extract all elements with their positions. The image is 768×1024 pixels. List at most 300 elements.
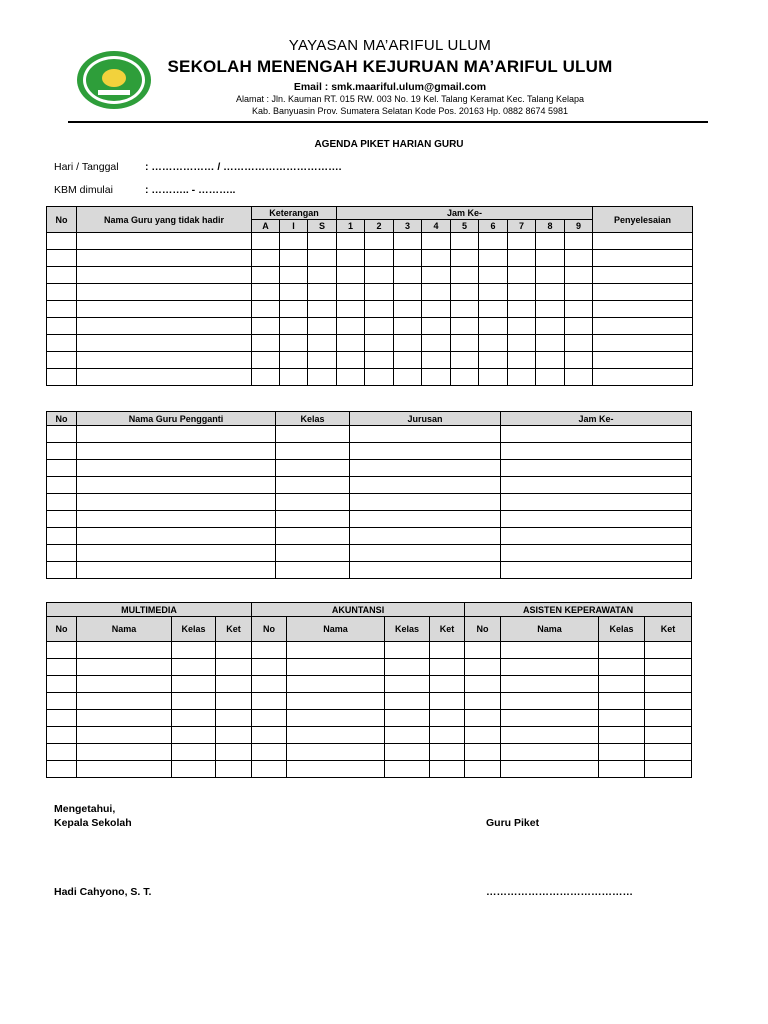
table-cell	[422, 369, 451, 386]
table-cell	[77, 318, 252, 335]
table-cell	[350, 443, 501, 460]
table-cell	[508, 369, 536, 386]
table-cell	[565, 233, 593, 250]
table-cell	[287, 659, 385, 676]
table-cell	[385, 727, 430, 744]
table-cell	[47, 426, 77, 443]
col-jam-5: 5	[451, 220, 479, 233]
table-cell	[394, 233, 422, 250]
table-cell	[47, 233, 77, 250]
table-cell	[216, 727, 252, 744]
table-cell	[422, 301, 451, 318]
table-row	[47, 335, 693, 352]
table-cell	[501, 545, 692, 562]
table-cell	[216, 693, 252, 710]
col-jam-8: 8	[536, 220, 565, 233]
absent-teachers-table	[46, 206, 693, 386]
table-cell	[47, 352, 77, 369]
table-cell	[172, 761, 216, 778]
duty-teacher-signature-line: ……………………………………	[486, 886, 633, 898]
table-row	[47, 511, 692, 528]
table-cell	[280, 335, 308, 352]
table-cell	[77, 477, 276, 494]
table-cell	[565, 267, 593, 284]
table-cell	[276, 545, 350, 562]
table-cell	[479, 369, 508, 386]
table-cell	[465, 761, 501, 778]
table-cell	[645, 727, 692, 744]
table-cell	[451, 250, 479, 267]
table-cell	[337, 352, 365, 369]
table-cell	[337, 335, 365, 352]
table-cell	[252, 369, 280, 386]
table-cell	[77, 494, 276, 511]
table-cell	[280, 352, 308, 369]
table-cell	[365, 267, 394, 284]
table-cell	[365, 318, 394, 335]
table-cell	[172, 676, 216, 693]
table-cell	[47, 528, 77, 545]
table-row	[47, 460, 692, 477]
table-cell	[47, 562, 77, 579]
table-cell	[216, 761, 252, 778]
table-cell	[599, 727, 645, 744]
table-cell	[350, 528, 501, 545]
table-cell	[394, 267, 422, 284]
table-cell	[599, 659, 645, 676]
dept-akuntansi: AKUNTANSI	[252, 603, 465, 617]
table-cell	[365, 233, 394, 250]
table-row	[47, 352, 693, 369]
table-row	[47, 284, 693, 301]
table-cell	[593, 284, 693, 301]
table-cell	[394, 369, 422, 386]
table-cell	[508, 352, 536, 369]
col-jam-6: 6	[479, 220, 508, 233]
principal-title: Kepala Sekolah	[54, 817, 132, 829]
table-cell	[451, 284, 479, 301]
table-cell	[280, 267, 308, 284]
table-cell	[308, 301, 337, 318]
table-cell	[77, 369, 252, 386]
table-cell	[501, 426, 692, 443]
substitute-table-body	[47, 426, 692, 579]
table-cell	[276, 443, 350, 460]
table-cell	[252, 659, 287, 676]
table-cell	[365, 335, 394, 352]
table-cell	[276, 426, 350, 443]
table-cell	[599, 676, 645, 693]
table-cell	[501, 528, 692, 545]
table-cell	[536, 335, 565, 352]
col-absent-name: Nama Guru yang tidak hadir	[77, 207, 252, 233]
table-cell	[47, 267, 77, 284]
table-cell	[47, 477, 77, 494]
table-cell	[479, 233, 508, 250]
table-cell	[465, 710, 501, 727]
table-cell	[77, 426, 276, 443]
table-cell	[77, 642, 172, 659]
table-row	[47, 233, 693, 250]
table-cell	[394, 301, 422, 318]
table-cell	[308, 284, 337, 301]
table-cell	[77, 284, 252, 301]
table-cell	[47, 744, 77, 761]
table-cell	[252, 267, 280, 284]
table-row	[47, 744, 692, 761]
table-cell	[508, 250, 536, 267]
table-cell	[276, 511, 350, 528]
table-cell	[599, 693, 645, 710]
table-cell	[501, 693, 599, 710]
col-no: No	[47, 412, 77, 426]
table-cell	[385, 676, 430, 693]
table-cell	[47, 676, 77, 693]
table-cell	[565, 352, 593, 369]
table-cell	[394, 318, 422, 335]
table-cell	[287, 727, 385, 744]
table-cell	[47, 284, 77, 301]
table-cell	[385, 642, 430, 659]
table-row	[47, 676, 692, 693]
date-label: Hari / Tanggal	[54, 161, 119, 173]
table-cell	[430, 659, 465, 676]
table-cell	[280, 233, 308, 250]
table-cell	[593, 250, 693, 267]
table-cell	[252, 676, 287, 693]
table-cell	[337, 267, 365, 284]
table-cell	[430, 676, 465, 693]
table-row	[47, 545, 692, 562]
table-cell	[565, 318, 593, 335]
table-cell	[536, 233, 565, 250]
table-cell	[365, 284, 394, 301]
table-cell	[451, 267, 479, 284]
col-ket: Ket	[645, 617, 692, 642]
col-kelas: Kelas	[385, 617, 430, 642]
table-cell	[479, 267, 508, 284]
table-row	[47, 318, 693, 335]
table-cell	[451, 335, 479, 352]
table-cell	[501, 727, 599, 744]
table-cell	[422, 335, 451, 352]
table-row	[47, 426, 692, 443]
table-cell	[47, 642, 77, 659]
col-no: No	[252, 617, 287, 642]
table-cell	[337, 318, 365, 335]
table-cell	[276, 477, 350, 494]
table-cell	[599, 744, 645, 761]
date-value: : ……………… / …………………………….	[145, 161, 342, 173]
table-cell	[422, 284, 451, 301]
header-divider	[68, 121, 708, 123]
table-cell	[422, 267, 451, 284]
table-cell	[47, 693, 77, 710]
table-cell	[508, 301, 536, 318]
table-cell	[47, 511, 77, 528]
table-cell	[501, 460, 692, 477]
table-cell	[172, 693, 216, 710]
table-cell	[508, 318, 536, 335]
document-title: AGENDA PIKET HARIAN GURU	[314, 139, 464, 150]
table-cell	[536, 369, 565, 386]
col-substitute-name: Nama Guru Pengganti	[77, 412, 276, 426]
table-cell	[252, 250, 280, 267]
table-cell	[77, 744, 172, 761]
table-cell	[501, 744, 599, 761]
table-cell	[394, 250, 422, 267]
table-row	[47, 301, 693, 318]
table-cell	[451, 301, 479, 318]
table-cell	[350, 477, 501, 494]
table-cell	[645, 744, 692, 761]
table-cell	[252, 318, 280, 335]
table-cell	[422, 352, 451, 369]
school-email: Email : smk.maariful.ulum@gmail.com	[293, 81, 487, 93]
table-cell	[501, 659, 599, 676]
table-row	[47, 369, 693, 386]
absent-table-body	[47, 233, 693, 386]
school-address-line1: Alamat : Jln. Kauman RT. 015 RW. 003 No. 19 Kel. Talang Keramat Kec. Talang Kelapa	[235, 94, 585, 104]
table-cell	[465, 693, 501, 710]
table-cell	[501, 477, 692, 494]
table-cell	[501, 494, 692, 511]
table-cell	[645, 693, 692, 710]
table-row	[47, 727, 692, 744]
table-cell	[276, 494, 350, 511]
table-cell	[465, 744, 501, 761]
col-ket: Ket	[216, 617, 252, 642]
table-cell	[337, 250, 365, 267]
table-cell	[385, 693, 430, 710]
table-cell	[508, 233, 536, 250]
table-cell	[501, 562, 692, 579]
col-kelas: Kelas	[172, 617, 216, 642]
table-cell	[465, 642, 501, 659]
table-cell	[365, 250, 394, 267]
table-row	[47, 562, 692, 579]
table-cell	[337, 301, 365, 318]
table-cell	[385, 659, 430, 676]
table-cell	[252, 642, 287, 659]
table-row	[47, 761, 692, 778]
table-cell	[350, 460, 501, 477]
kbm-label: KBM dimulai	[54, 184, 113, 196]
table-cell	[593, 369, 693, 386]
table-cell	[47, 460, 77, 477]
table-cell	[47, 710, 77, 727]
table-cell	[216, 744, 252, 761]
table-cell	[337, 284, 365, 301]
col-jurusan: Jurusan	[350, 412, 501, 426]
table-row	[47, 693, 692, 710]
table-cell	[593, 352, 693, 369]
table-cell	[593, 267, 693, 284]
table-cell	[77, 545, 276, 562]
table-cell	[172, 642, 216, 659]
table-cell	[422, 318, 451, 335]
table-row	[47, 443, 692, 460]
table-cell	[430, 710, 465, 727]
col-ket: Ket	[430, 617, 465, 642]
table-cell	[77, 335, 252, 352]
dept-asisten-keperawatan: ASISTEN KEPERAWATAN	[465, 603, 692, 617]
duty-teacher-title: Guru Piket	[486, 817, 540, 829]
table-cell	[252, 761, 287, 778]
col-jam-ke: Jam Ke-	[337, 207, 593, 220]
table-cell	[501, 443, 692, 460]
table-cell	[172, 744, 216, 761]
table-cell	[276, 528, 350, 545]
table-cell	[280, 284, 308, 301]
table-cell	[47, 761, 77, 778]
table-cell	[385, 710, 430, 727]
foundation-name: YAYASAN MA’ARIFUL ULUM	[288, 37, 492, 54]
table-cell	[565, 284, 593, 301]
table-cell	[508, 335, 536, 352]
col-nama: Nama	[287, 617, 385, 642]
table-cell	[216, 710, 252, 727]
table-cell	[599, 710, 645, 727]
table-cell	[365, 352, 394, 369]
col-jam-1: 1	[337, 220, 365, 233]
table-row	[47, 710, 692, 727]
table-cell	[465, 727, 501, 744]
table-cell	[422, 250, 451, 267]
table-cell	[479, 250, 508, 267]
school-name: SEKOLAH MENENGAH KEJURUAN MA’ARIFUL ULUM	[167, 57, 613, 76]
table-cell	[465, 659, 501, 676]
table-cell	[47, 301, 77, 318]
table-cell	[77, 710, 172, 727]
col-jam-7: 7	[508, 220, 536, 233]
table-cell	[593, 318, 693, 335]
table-cell	[77, 250, 252, 267]
table-cell	[287, 676, 385, 693]
table-cell	[508, 267, 536, 284]
table-cell	[77, 761, 172, 778]
table-cell	[47, 659, 77, 676]
table-cell	[451, 369, 479, 386]
substitute-teachers-table	[46, 411, 692, 579]
table-cell	[508, 284, 536, 301]
table-row	[47, 642, 692, 659]
table-row	[47, 250, 693, 267]
col-kelas: Kelas	[599, 617, 645, 642]
table-cell	[365, 301, 394, 318]
table-cell	[536, 284, 565, 301]
department-table	[46, 602, 692, 778]
table-cell	[385, 744, 430, 761]
table-cell	[47, 727, 77, 744]
table-cell	[451, 318, 479, 335]
table-cell	[430, 693, 465, 710]
col-jam-2: 2	[365, 220, 394, 233]
col-nama: Nama	[501, 617, 599, 642]
table-cell	[47, 250, 77, 267]
table-cell	[536, 301, 565, 318]
table-row	[47, 267, 693, 284]
table-cell	[280, 301, 308, 318]
table-cell	[77, 528, 276, 545]
table-cell	[645, 659, 692, 676]
table-cell	[479, 301, 508, 318]
table-cell	[501, 710, 599, 727]
table-cell	[501, 761, 599, 778]
table-row	[47, 494, 692, 511]
table-cell	[430, 761, 465, 778]
col-nama: Nama	[77, 617, 172, 642]
table-cell	[565, 335, 593, 352]
table-cell	[77, 301, 252, 318]
table-cell	[394, 284, 422, 301]
col-jam-9: 9	[565, 220, 593, 233]
table-cell	[536, 318, 565, 335]
table-cell	[350, 511, 501, 528]
table-cell	[593, 301, 693, 318]
table-cell	[430, 744, 465, 761]
table-cell	[276, 562, 350, 579]
table-cell	[77, 233, 252, 250]
table-cell	[501, 676, 599, 693]
table-cell	[287, 761, 385, 778]
table-cell	[280, 369, 308, 386]
col-a: A	[252, 220, 280, 233]
table-cell	[172, 727, 216, 744]
table-cell	[252, 727, 287, 744]
table-cell	[216, 676, 252, 693]
table-cell	[252, 284, 280, 301]
table-cell	[77, 727, 172, 744]
table-cell	[645, 642, 692, 659]
table-cell	[276, 460, 350, 477]
table-cell	[77, 460, 276, 477]
table-cell	[308, 369, 337, 386]
table-cell	[172, 659, 216, 676]
table-cell	[77, 676, 172, 693]
col-no: No	[47, 207, 77, 233]
table-cell	[536, 352, 565, 369]
table-cell	[451, 233, 479, 250]
school-address-line2: Kab. Banyuasin Prov. Sumatera Selatan Kode Pos. 20163 Hp. 0882 8674 5981	[251, 106, 569, 116]
table-cell	[280, 318, 308, 335]
table-cell	[280, 250, 308, 267]
table-row	[47, 477, 692, 494]
table-cell	[308, 352, 337, 369]
col-no: No	[47, 617, 77, 642]
table-cell	[593, 233, 693, 250]
table-cell	[565, 301, 593, 318]
table-row	[47, 528, 692, 545]
table-cell	[350, 494, 501, 511]
table-cell	[47, 335, 77, 352]
table-cell	[593, 335, 693, 352]
table-cell	[252, 693, 287, 710]
table-cell	[479, 318, 508, 335]
table-cell	[47, 443, 77, 460]
table-cell	[501, 511, 692, 528]
table-cell	[308, 318, 337, 335]
table-cell	[77, 267, 252, 284]
table-cell	[77, 693, 172, 710]
col-no: No	[465, 617, 501, 642]
table-cell	[77, 443, 276, 460]
table-cell	[216, 642, 252, 659]
table-cell	[599, 761, 645, 778]
dept-multimedia: MULTIMEDIA	[47, 603, 252, 617]
table-cell	[645, 761, 692, 778]
col-jam-3: 3	[394, 220, 422, 233]
